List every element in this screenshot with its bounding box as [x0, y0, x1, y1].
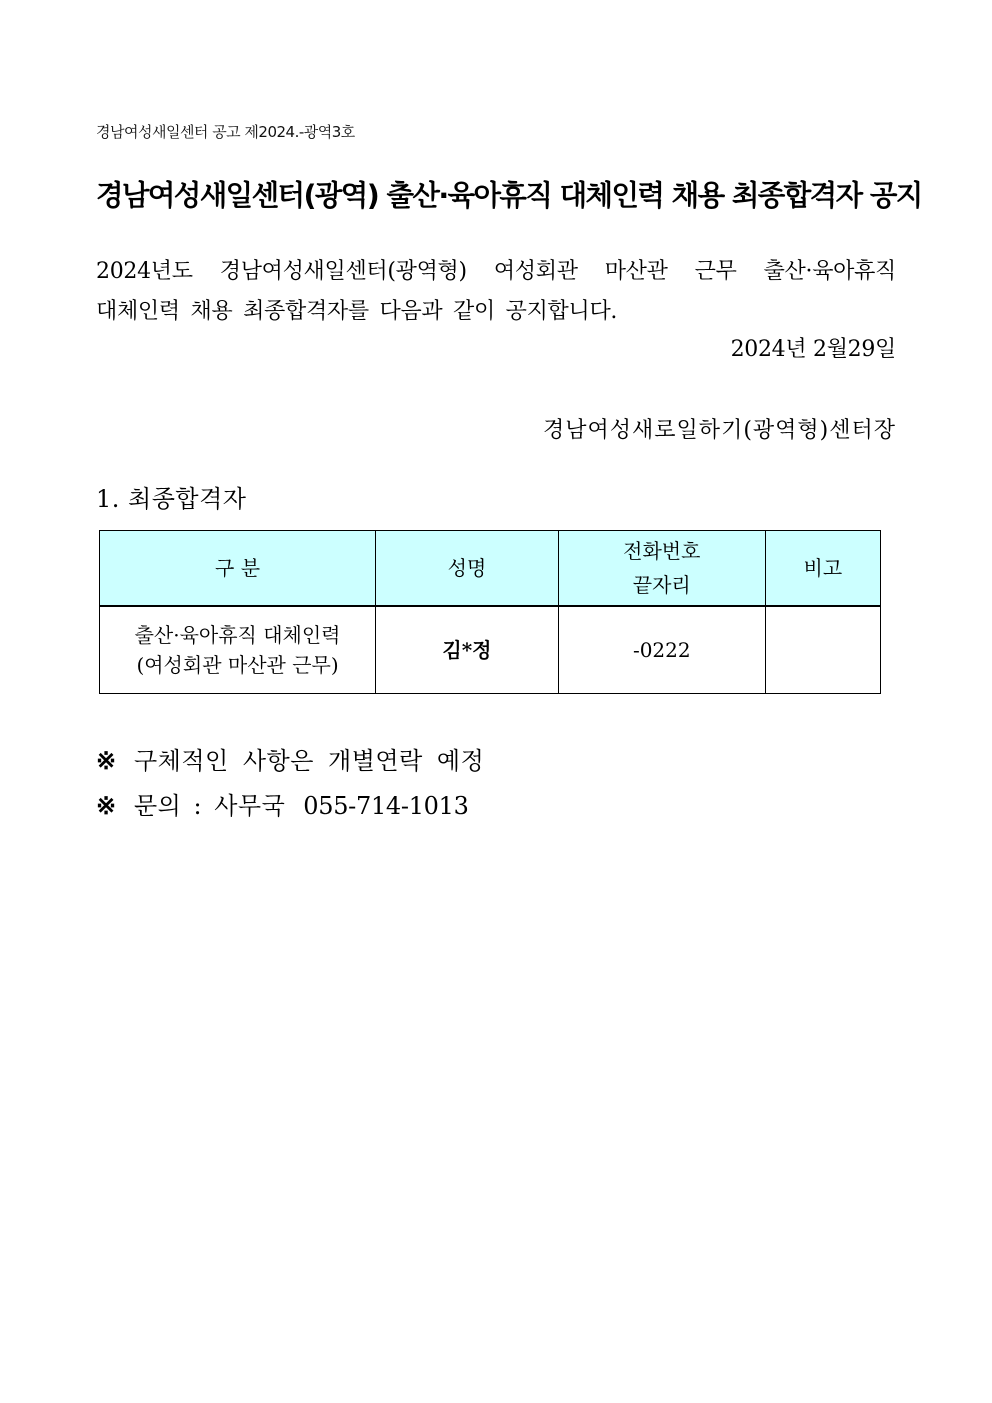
header-remarks: 비고 — [765, 531, 880, 607]
note-contact-plan — [96, 741, 484, 776]
body-paragraph — [96, 252, 896, 332]
inquiry-label: 문의 : 사무국 — [134, 792, 286, 820]
notice-number: 경남여성새일센터 공고 제2024.-광역3호 — [96, 123, 355, 141]
header-category: 구 분 — [100, 531, 376, 607]
cell-name: 김*정 — [376, 606, 559, 694]
body-line-2: 대체인력 채용 최종합격자를 다음과 같이 공지합니다. — [96, 299, 618, 324]
cell-category — [100, 606, 376, 694]
table-row — [100, 606, 881, 694]
inquiry-phone: 055-714-1013 — [303, 792, 469, 820]
cell-remarks — [765, 606, 880, 694]
note-inquiry — [96, 786, 469, 821]
cell-phone: -0222 — [558, 606, 765, 694]
header-phone-line-1: 전화번호 — [623, 539, 701, 563]
section-heading: 1. 최종합격자 — [96, 485, 247, 513]
table-header-row — [100, 531, 881, 607]
signer: 경남여성새로일하기(광역형)센터장 — [543, 418, 896, 443]
cell-category-line-1: 출산·육아휴직 대체인력 — [134, 623, 341, 647]
cell-category-line-2: (여성회관 마산관 근무) — [136, 653, 339, 677]
results-table — [99, 530, 881, 694]
body-line-1: 2024년도 경남여성새일센터(광역형) 여성회관 마산관 근무 출산·육아휴직 — [96, 259, 896, 284]
page-title: 경남여성새일센터(광역) 출산·육아휴직 대체인력 채용 최종합격자 공지 — [96, 179, 922, 212]
header-phone — [558, 531, 765, 607]
header-name: 성명 — [376, 531, 559, 607]
reference-mark: ※ — [96, 791, 117, 820]
notice-date: 2024년 2월29일 — [730, 337, 896, 362]
note-contact-plan-text: 구체적인 사항은 개별연락 예정 — [134, 747, 485, 775]
reference-mark: ※ — [96, 746, 117, 775]
header-phone-line-2: 끝자리 — [632, 573, 691, 597]
